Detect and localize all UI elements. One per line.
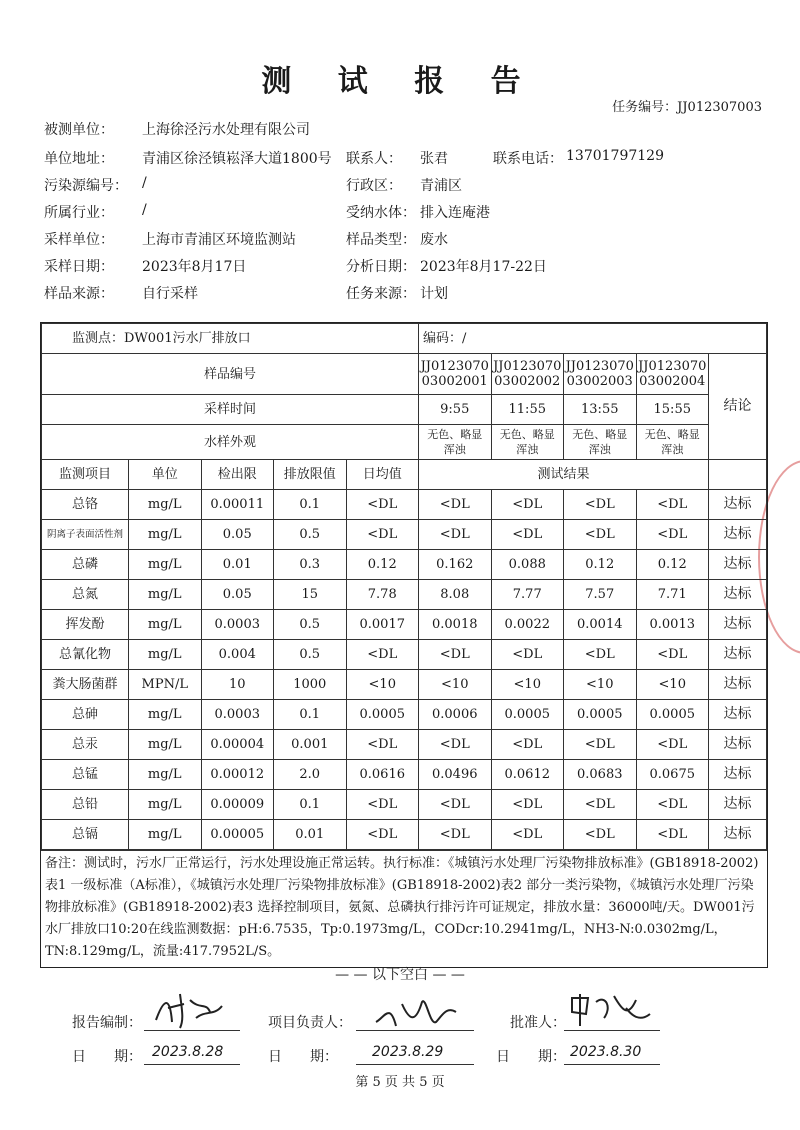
industry-label: 所属行业： [44,205,114,221]
date-value-2: 2023.8.29 [372,1044,444,1060]
cell-result-3: <10 [564,670,637,700]
results-sheet [40,322,768,968]
cell-unit: mg/L [129,520,202,550]
cell-result-2: <DL [491,820,564,850]
source-no-label: 污染源编号： [44,178,128,194]
cell-result-2: <DL [491,790,564,820]
end-of-content-marker: — — 以下空白 — — [335,967,465,983]
cell-item: 总锰 [42,760,129,790]
cell-result-1: <DL [419,730,492,760]
cell-emission-limit: 0.1 [274,700,347,730]
client-value: 上海徐泾污水处理有限公司 [142,122,310,138]
cell-daily-average: <DL [346,730,419,760]
cell-item: 总砷 [42,700,129,730]
cell-result-2: <DL [491,730,564,760]
table-row [42,730,767,760]
cell-conclusion: 达标 [709,670,767,700]
cell-result-1: <DL [419,520,492,550]
cell-daily-average: 0.0616 [346,760,419,790]
cell-result-4: <10 [636,670,709,700]
cell-detection-limit: 0.00011 [201,490,274,520]
date-label-1: 日 期： [72,1049,142,1065]
cell-result-2: 0.0005 [491,700,564,730]
sample-no-1: JJ0123070 03002001 [419,354,492,395]
header-unit: 单位 [129,460,202,490]
sample-time-label: 采样时间 [42,395,419,425]
industry-value: / [142,202,147,218]
sample-source-label: 样品来源： [44,286,114,302]
water-body-value: 排入连庵港 [420,205,490,221]
table-row [42,610,767,640]
date-line-1 [144,1064,240,1065]
cell-item: 阴离子表面活性剂 [42,520,129,550]
cell-result-2: 0.0022 [491,610,564,640]
cell-emission-limit: 0.01 [274,820,347,850]
district-value: 青浦区 [420,178,462,194]
cell-result-2: 0.088 [491,550,564,580]
date-label-3: 日 期： [496,1049,566,1065]
cell-unit: mg/L [129,820,202,850]
cell-emission-limit: 0.001 [274,730,347,760]
cell-result-4: 0.12 [636,550,709,580]
cell-daily-average: <10 [346,670,419,700]
cell-item: 挥发酚 [42,610,129,640]
table-row [42,700,767,730]
cell-result-2: <DL [491,490,564,520]
cell-daily-average: 0.0005 [346,700,419,730]
cell-result-1: <DL [419,640,492,670]
project-leader-signature [372,992,462,1032]
table-row [42,760,767,790]
cell-item: 总磷 [42,550,129,580]
cell-result-2: <DL [491,640,564,670]
date-value-1: 2023.8.28 [152,1044,224,1060]
phone-value: 13701797129 [566,148,664,164]
cell-result-4: 7.71 [636,580,709,610]
contact-label: 联系人： [346,151,402,167]
point-code: 编码：/ [419,324,767,354]
cell-detection-limit: 0.00005 [201,820,274,850]
address-label: 单位地址： [44,151,114,167]
task-source-value: 计划 [420,286,448,302]
cell-detection-limit: 0.004 [201,640,274,670]
cell-emission-limit: 0.1 [274,490,347,520]
cell-unit: mg/L [129,790,202,820]
cell-emission-limit: 0.3 [274,550,347,580]
cell-result-1: 8.08 [419,580,492,610]
cell-emission-limit: 0.5 [274,520,347,550]
phone-label: 联系电话： [493,151,563,167]
cell-conclusion: 达标 [709,490,767,520]
table-row [42,820,767,850]
cell-conclusion: 达标 [709,820,767,850]
cell-result-3: 0.0683 [564,760,637,790]
cell-result-1: <DL [419,490,492,520]
header-emission-limit: 排放限值 [274,460,347,490]
cell-result-2: <10 [491,670,564,700]
sampler-value: 上海市青浦区环境监测站 [142,232,296,248]
cell-result-3: <DL [564,520,637,550]
cell-result-3: <DL [564,730,637,760]
sample-time-4: 15:55 [636,395,709,425]
sample-no-3: JJ0123070 03002003 [564,354,637,395]
cell-conclusion: 达标 [709,640,767,670]
results-table [41,323,767,850]
cell-result-1: 0.0006 [419,700,492,730]
header-detection-limit: 检出限 [201,460,274,490]
cell-result-2: <DL [491,520,564,550]
analysis-date-label: 分析日期： [346,259,416,275]
appearance-label: 水样外观 [42,425,419,460]
approver-label: 批准人： [510,1015,566,1031]
cell-result-4: <DL [636,640,709,670]
cell-conclusion: 达标 [709,730,767,760]
monitoring-point: 监测点：DW001污水厂排放口 [42,324,419,354]
cell-daily-average: <DL [346,490,419,520]
cell-result-1: <DL [419,820,492,850]
cell-result-3: 0.0005 [564,700,637,730]
sample-time-1: 9:55 [419,395,492,425]
cell-unit: mg/L [129,760,202,790]
cell-conclusion: 达标 [709,700,767,730]
sample-date-label: 采样日期： [44,259,114,275]
cell-item: 总氮 [42,580,129,610]
header-item: 监测项目 [42,460,129,490]
cell-result-4: <DL [636,520,709,550]
cell-detection-limit: 0.0003 [201,700,274,730]
table-row [42,790,767,820]
table-row [42,520,767,550]
cell-daily-average: <DL [346,640,419,670]
cell-result-3: <DL [564,820,637,850]
cell-result-3: <DL [564,640,637,670]
cell-emission-limit: 0.5 [274,640,347,670]
cell-daily-average: 0.12 [346,550,419,580]
cell-emission-limit: 1000 [274,670,347,700]
cell-item: 粪大肠菌群 [42,670,129,700]
cell-result-3: 0.12 [564,550,637,580]
approver-signature [566,988,656,1032]
client-label: 被测单位： [44,122,114,138]
cell-unit: mg/L [129,490,202,520]
table-row [42,640,767,670]
cell-result-3: <DL [564,490,637,520]
cell-result-2: 0.0612 [491,760,564,790]
date-line-3 [564,1064,660,1065]
sample-time-3: 13:55 [564,395,637,425]
cell-result-1: 0.162 [419,550,492,580]
cell-daily-average: <DL [346,790,419,820]
cell-result-3: 0.0014 [564,610,637,640]
task-source-label: 任务来源： [346,286,416,302]
cell-detection-limit: 0.00009 [201,790,274,820]
editor-label: 报告编制： [72,1015,142,1031]
cell-item: 总汞 [42,730,129,760]
report-title: 测 试 报 告 [261,64,539,99]
cell-daily-average: 0.0017 [346,610,419,640]
cell-unit: mg/L [129,700,202,730]
water-body-label: 受纳水体： [346,205,416,221]
cell-result-4: 0.0013 [636,610,709,640]
cell-item: 总镉 [42,820,129,850]
date-line-2 [356,1064,474,1065]
table-row [42,670,767,700]
cell-detection-limit: 0.0003 [201,610,274,640]
task-number: 任务编号：JJ012307003 [612,100,762,115]
cell-result-2: 7.77 [491,580,564,610]
page-number: 第 5 页 共 5 页 [355,1075,445,1090]
cell-result-1: 0.0496 [419,760,492,790]
table-row [42,580,767,610]
cell-unit: mg/L [129,640,202,670]
cell-daily-average: 7.78 [346,580,419,610]
sample-type-value: 废水 [420,232,448,248]
cell-conclusion: 达标 [709,550,767,580]
cell-result-4: <DL [636,730,709,760]
cell-result-4: <DL [636,490,709,520]
cell-conclusion: 达标 [709,760,767,790]
cell-item: 总铬 [42,490,129,520]
table-row [42,490,767,520]
sample-date-value: 2023年8月17日 [142,259,247,275]
cell-conclusion: 达标 [709,520,767,550]
cell-unit: mg/L [129,580,202,610]
cell-unit: MPN/L [129,670,202,700]
cell-unit: mg/L [129,550,202,580]
sample-no-4: JJ0123070 03002004 [636,354,709,395]
cell-daily-average: <DL [346,520,419,550]
cell-conclusion: 达标 [709,610,767,640]
date-label-2: 日 期： [268,1049,338,1065]
cell-emission-limit: 0.1 [274,790,347,820]
analysis-date-value: 2023年8月17-22日 [420,259,547,275]
remarks: 备注：测试时，污水厂正常运行，污水处理设施正常运转。执行标准：《城镇污水处理厂污染物排放标准》(GB18918-2002)表1 一级标准（A标准），《城镇污水处理厂污染物排放标准》(GB18918-2002)表2 部分一类污染物，《城镇污水处理厂污染物排放标准》(GB18918-2002)表3 选择控制项目，氨氮、总磷执行排污许可证规定，排放水量：36000吨/天。DW001污水厂排放口10:20在线监测数据：pH:6.7535，Tp:0.1973mg/L，CODcr:10.2941mg/L，NH3-N:0.0302mg/L，TN:8.129mg/L，流量:417.7952L/S。 [41,850,767,967]
project-leader-label: 项目负责人： [268,1015,352,1031]
appearance-2: 无色、略显 浑浊 [491,425,564,460]
district-label: 行政区： [346,178,402,194]
source-no-value: / [142,175,147,191]
sample-time-2: 11:55 [491,395,564,425]
cell-emission-limit: 0.5 [274,610,347,640]
date-value-3: 2023.8.30 [570,1044,642,1060]
sample-no-label: 样品编号 [42,354,419,395]
cell-result-1: 0.0018 [419,610,492,640]
cell-result-4: <DL [636,790,709,820]
cell-daily-average: <DL [346,820,419,850]
cell-result-1: <10 [419,670,492,700]
cell-conclusion: 达标 [709,790,767,820]
cell-item: 总铅 [42,790,129,820]
contact-value: 张君 [420,151,448,167]
cell-conclusion: 达标 [709,580,767,610]
sampler-label: 采样单位： [44,232,114,248]
cell-detection-limit: 10 [201,670,274,700]
appearance-1: 无色、略显 浑浊 [419,425,492,460]
header-test-results: 测试结果 [419,460,709,490]
sample-type-label: 样品类型： [346,232,416,248]
data-rows [42,490,767,850]
cell-result-3: 7.57 [564,580,637,610]
cell-result-4: 0.0005 [636,700,709,730]
header-blank [709,460,767,490]
cell-detection-limit: 0.00012 [201,760,274,790]
cell-emission-limit: 2.0 [274,760,347,790]
header-daily-average: 日均值 [346,460,419,490]
appearance-4: 无色、略显 浑浊 [636,425,709,460]
cell-item: 总氰化物 [42,640,129,670]
cell-result-1: <DL [419,790,492,820]
address-value: 青浦区徐泾镇崧泽大道1800号 [142,151,332,167]
sample-no-2: JJ0123070 03002002 [491,354,564,395]
cell-unit: mg/L [129,610,202,640]
appearance-3: 无色、略显 浑浊 [564,425,637,460]
sample-source-value: 自行采样 [142,286,198,302]
cell-detection-limit: 0.00004 [201,730,274,760]
cell-result-3: <DL [564,790,637,820]
cell-detection-limit: 0.05 [201,580,274,610]
cell-detection-limit: 0.05 [201,520,274,550]
cell-unit: mg/L [129,730,202,760]
cell-detection-limit: 0.01 [201,550,274,580]
cell-result-4: <DL [636,820,709,850]
conclusion-header: 结论 [709,354,767,460]
cell-emission-limit: 15 [274,580,347,610]
editor-signature [150,990,230,1032]
table-row [42,550,767,580]
cell-result-4: 0.0675 [636,760,709,790]
